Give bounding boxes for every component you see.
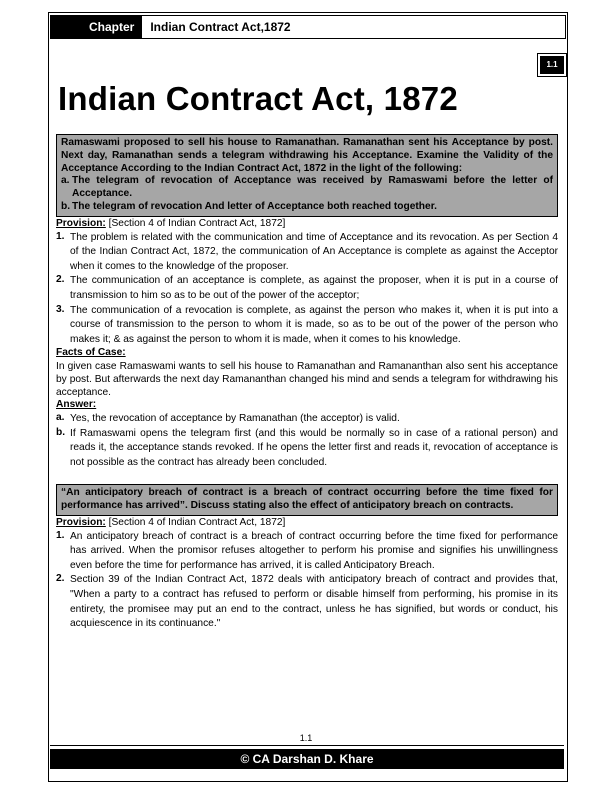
list-number: 2. xyxy=(56,573,65,585)
list-item xyxy=(56,530,558,574)
list-item xyxy=(56,427,558,471)
list-item xyxy=(56,304,558,348)
provision-list xyxy=(56,231,558,348)
page-title: Indian Contract Act, 1872 xyxy=(58,80,458,117)
footer-author: © CA Darshan D. Khare xyxy=(50,749,564,769)
list-number: b. xyxy=(56,426,66,438)
chapter-label: Chapter xyxy=(51,16,142,38)
list-text: The communication of a revocation is complete, as against the person who makes it, when it is put into a course of transmission to the person to whom it is made, so as to be out of the power of the person who makes it; & as against the person to whom it is made, when it comes to his knowledge. xyxy=(70,304,558,345)
list-number: 2. xyxy=(56,274,65,286)
content xyxy=(56,134,558,632)
page-number: 1.1 xyxy=(299,733,313,743)
question-1-box xyxy=(56,134,558,217)
answer-label: Answer: xyxy=(56,399,97,411)
list-text: An anticipatory breach of contract is a breach of contract occurring before the time fixed for performance has arrived. When the promisor refuses altogether to perform his promise and signifies his unwillingness even before the time for performance has arrived, it is called Anticipatory Breach. xyxy=(70,530,558,571)
list-text: If Ramaswami opens the telegram first (and this would be normally so in case of a rational person) and reads it, the acceptance stands revoked. If he opens the letter first and reads it, revocation of acceptance is not possible as the contract has already been concluded. xyxy=(70,427,558,468)
chapter-header xyxy=(50,15,566,39)
facts-label: Facts of Case: xyxy=(56,347,126,359)
provision-ref: [Section 4 of Indian Contract Act, 1872] xyxy=(105,516,286,528)
list-number: 1. xyxy=(56,230,65,242)
list-item xyxy=(56,231,558,275)
item-text: The telegram of revocation And letter of Acceptance both reached together. xyxy=(72,200,437,212)
facts-text: In given case Ramaswami wants to sell his house to Ramanathan and Ramananthan also sent his acceptance by post. But afterwards the next day Ramananthan changed his mind and sends a telegram for withdrawing his acceptance. xyxy=(56,361,558,399)
page-badge: 1.1 xyxy=(540,56,564,74)
list-number: 1. xyxy=(56,529,65,541)
question-1-text: Ramaswami proposed to sell his house to Ramanathan. Ramanathan sent his Acceptance by post. Next day, Ramanathan sends a telegram withdrawing his Acceptance. Examine the Validity of the Acceptance According to the Indian Contract Act, 1872 in the light of the following: xyxy=(61,137,553,174)
list-item xyxy=(56,573,558,631)
provision-heading xyxy=(56,218,558,231)
item-number: b. xyxy=(61,200,71,212)
footer-divider xyxy=(50,745,564,746)
question-2-box xyxy=(56,484,558,516)
list-text: Section 39 of the Indian Contract Act, 1872 deals with anticipatory breach of contract and provides that, "When a party to a contract has refused to perform or disable himself from performing, his promise in its entirety, the promisee may put an end to the contract, unless he has signified, but words or conduct, his acquiescence in its continuance." xyxy=(70,574,558,630)
provision-heading xyxy=(56,517,558,530)
list-number: a. xyxy=(56,411,65,423)
provision-label: Provision: xyxy=(56,217,106,229)
chapter-title: Indian Contract Act,1872 xyxy=(150,20,291,34)
answer-list xyxy=(56,412,558,470)
list-item xyxy=(56,274,558,303)
item-number: a. xyxy=(61,175,70,187)
question-1-item xyxy=(61,175,553,201)
provision-ref: [Section 4 of Indian Contract Act, 1872] xyxy=(105,217,286,229)
item-text: The telegram of revocation of Acceptance was received by Ramaswami before the letter of Acceptance. xyxy=(72,175,553,200)
provision-label: Provision: xyxy=(56,516,106,528)
question-1-item xyxy=(61,201,553,214)
list-number: 3. xyxy=(56,303,65,315)
list-item xyxy=(56,412,558,427)
list-text: The problem is related with the communication and time of Acceptance and its revocation. As per Section 4 of the Indian Contract Act, 1872, the communication of An Acceptance is complete as against the Acceptor when it comes to the knowledge of the proposer. xyxy=(70,231,558,272)
list-text: The communication of an acceptance is complete, as against the proposer, when it is put in a course of transmission to him so as to be out of the power of the acceptor; xyxy=(70,275,558,301)
provision-list xyxy=(56,530,558,632)
question-2-text: “An anticipatory breach of contract is a breach of contract occurring before the time fixed for performance has arrived”. Discuss stating also the effect of anticipatory breach on contracts. xyxy=(61,487,553,512)
list-text: Yes, the revocation of acceptance by Ramanathan (the acceptor) is valid. xyxy=(70,412,400,424)
